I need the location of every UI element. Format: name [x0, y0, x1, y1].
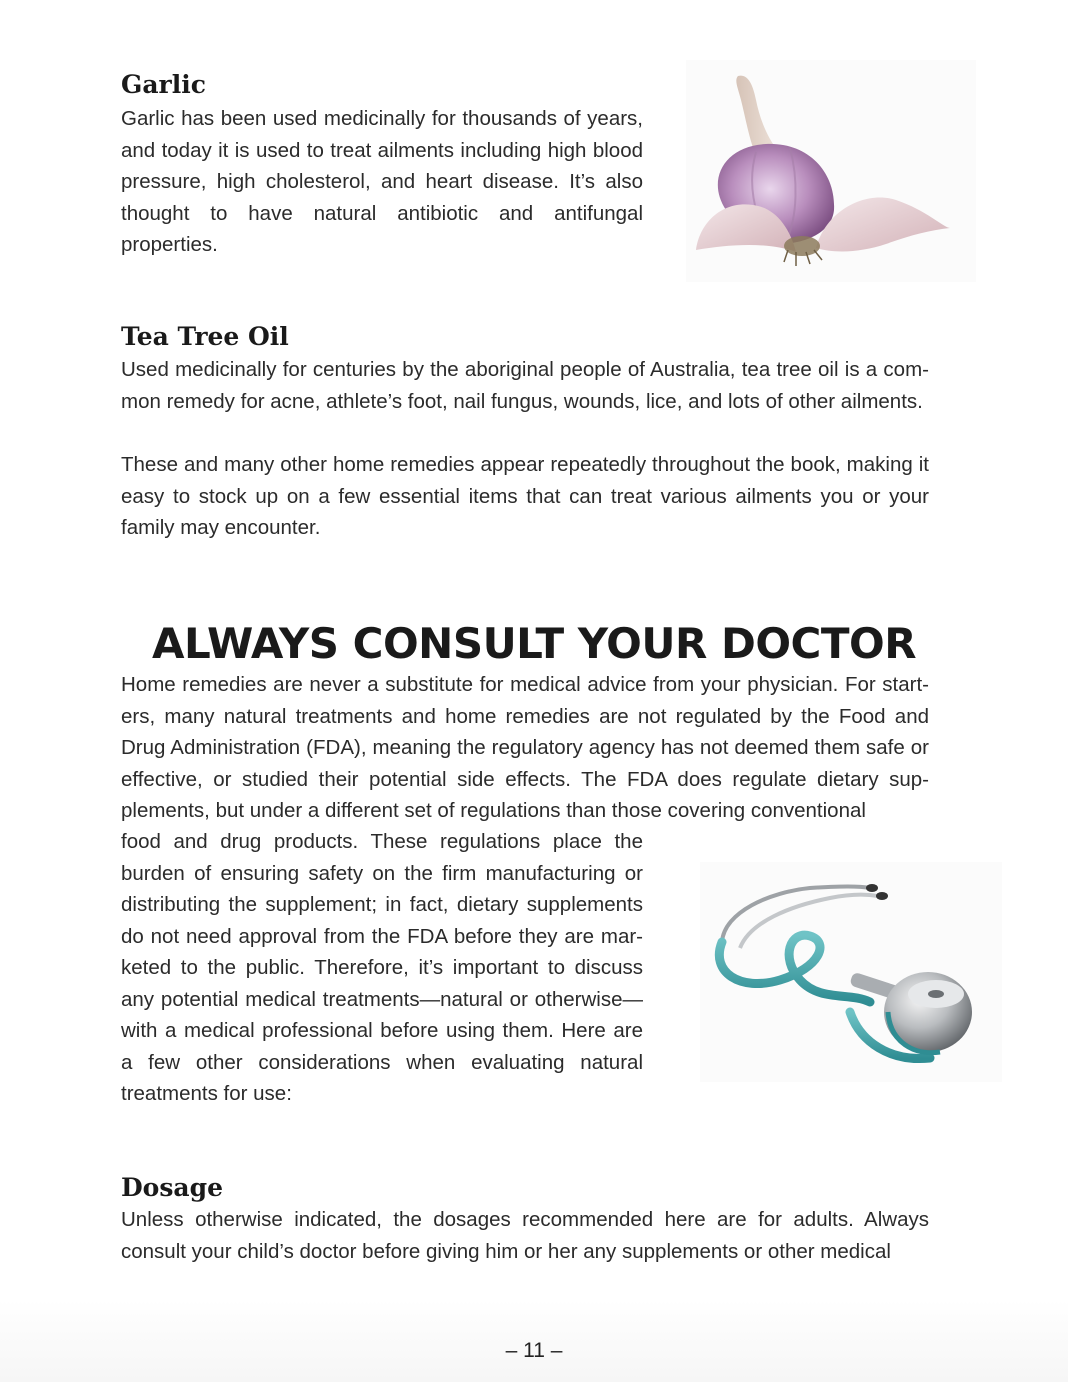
consult-paragraph-full: Home remedies are never a substitute for medical advice from your physician. For starters, many natural treatments and home remedies are not regulated by the Food and Drug Administration (FDA), meaning the regulatory agency has not deemed them safe or effective, or studied their potential side effects. The FDA does regulate dietary supplements, but under a different set of regulations than those covering conventional	[121, 673, 929, 822]
garlic-heading: Garlic	[121, 70, 206, 99]
consult-doctor-title: ALWAYS CONSULT YOUR DOCTOR	[151, 619, 917, 668]
dosage-heading: Dosage	[121, 1173, 224, 1202]
stethoscope-image	[700, 862, 1002, 1082]
remedies-summary-paragraph: These and many other home remedies appear repeatedly throughout the book, making it easy to stock up on a few essential items that can treat various ailments you or your family may encounter.	[121, 453, 929, 539]
garlic-image	[686, 60, 976, 282]
consult-paragraph-wrapped: food and drug products. These regulations place the burden of ensuring safety on the firm manufacturing or distributing the supplement; in fact, dietary supplements do not need approval from the FDA before they are marketed to the public. Therefore, it’s important to discuss any potential medical treatments—natural or otherwise—with a medical professional before using them. Here are a few other considerations when evaluating natural treatments for use:	[121, 830, 643, 1105]
tea-tree-oil-heading: Tea Tree Oil	[121, 322, 289, 351]
dosage-paragraph: Unless otherwise indicated, the dosages recommended here are for adults. Always consult your child’s doctor before giving him or her any supplements or other medical	[121, 1208, 929, 1263]
tea-tree-oil-paragraph: Used medicinally for centuries by the aboriginal people of Australia, tea tree oil is a common remedy for acne, athlete’s foot, nail fungus, wounds, lice, and lots of other ailments.	[121, 358, 929, 413]
garlic-paragraph: Garlic has been used medicinally for thousands of years, and today it is used to treat ailments including high blood pressure, high cholesterol, and heart disease. It’s also thought to have natural antibiotic and antifungal properties.	[121, 107, 643, 256]
page-number: – 11 –	[505, 1339, 563, 1362]
